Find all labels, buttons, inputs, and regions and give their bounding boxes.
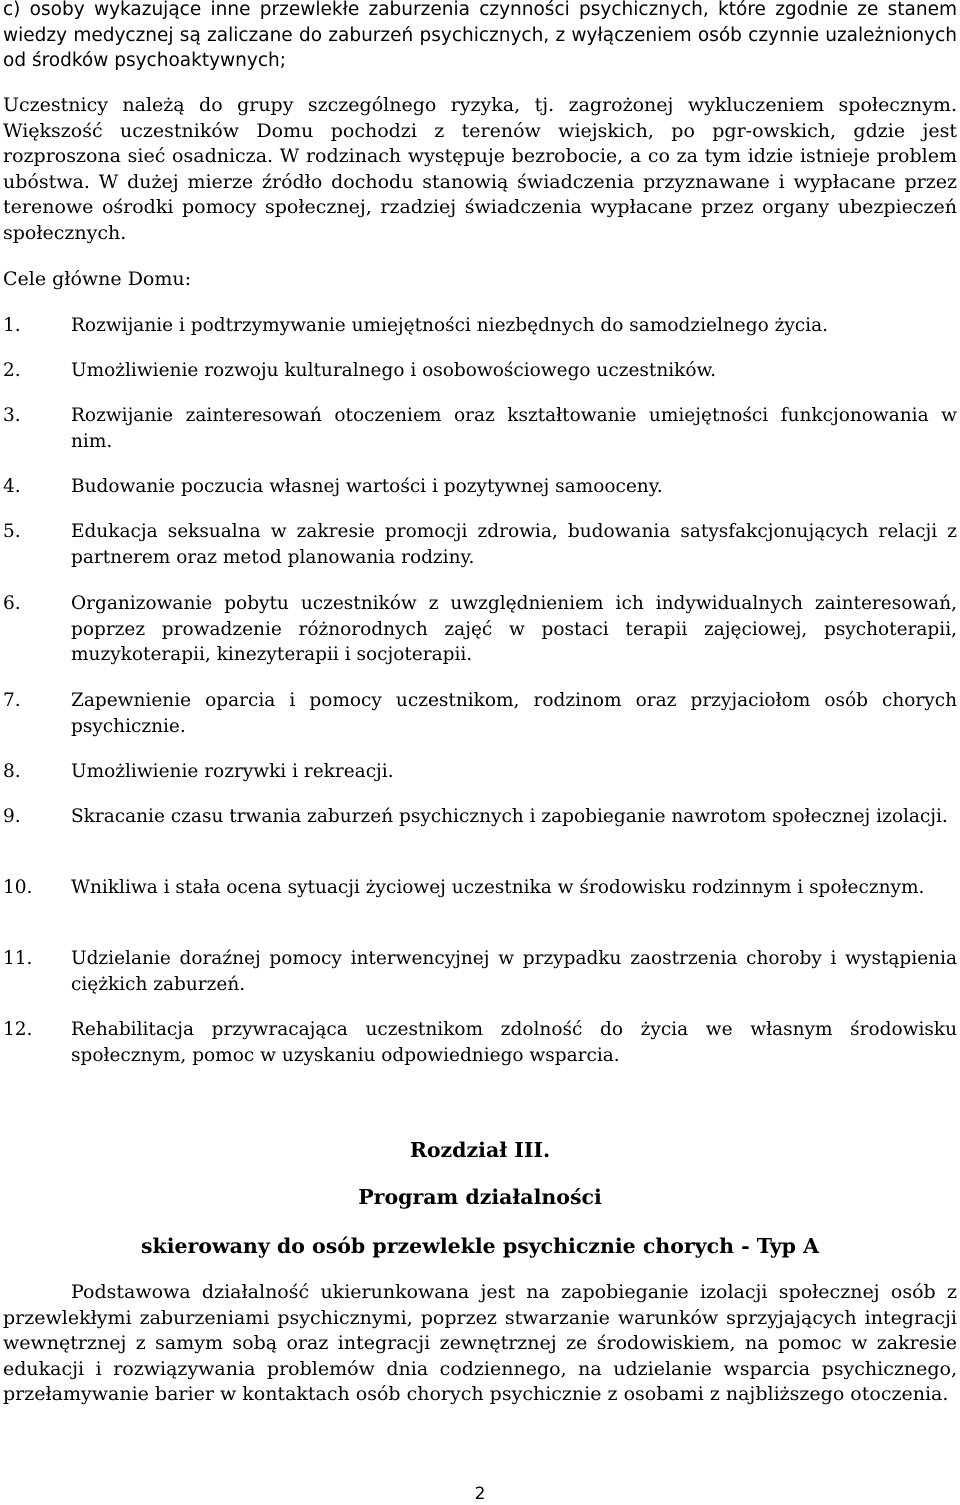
goal-number: 5.	[3, 521, 21, 542]
goal-text: Rozwijanie zainteresowań otoczeniem oraz kształtowanie umiejętności funkcjonowania w nim.	[71, 405, 957, 452]
goal-item	[3, 591, 957, 668]
goal-item	[3, 804, 957, 830]
goal-number: 10.	[3, 877, 33, 898]
program-paragraph: Podstawowa działalność ukierunkowana jest na zapobieganie izolacji społecznej osób z przewlekłymi zaburzeniami psychicznymi, poprzez stwarzanie warunków sprzyjających integracji wewnętrznej z samym sobą oraz integracji zewnętrznej ze środowiskiem, na pomoc w zakresie edukacji i rozwiązywania problemów dnia codziennego, na udzielanie wsparcia psychicznego, przełamywanie barier w kontaktach osób chorych psychicznie z osobami z najbliższego otoczenia.	[3, 1281, 957, 1405]
goal-text: Budowanie poczucia własnej wartości i pozytywnej samooceny.	[71, 476, 663, 497]
goal-number: 1.	[3, 315, 21, 336]
goal-text: Zapewnienie oparcia i pomocy uczestnikom, rodzinom oraz przyjaciołom osób chorych psychicznie.	[71, 690, 957, 737]
goal-text: Udzielanie doraźnej pomocy interwencyjnej w przypadku zaostrzenia choroby i wystąpienia ciężkich zaburzeń.	[71, 948, 957, 995]
goal-item	[3, 403, 957, 454]
chapter-title: Rozdział III.	[409, 1138, 551, 1162]
goal-text: Umożliwienie rozrywki i rekreacji.	[71, 761, 394, 782]
goal-item	[3, 759, 957, 785]
goal-item	[3, 1017, 957, 1068]
goal-text: Edukacja seksualna w zakresie promocji zdrowia, budowania satysfakcjonujących relacji z partnerem oraz metod planowania rodziny.	[71, 521, 957, 568]
intro-item-c: c) osoby wykazujące inne przewlekłe zaburzenia czynności psychicznych, które zgodnie ze stanem wiedzy medycznej są zaliczane do zaburzeń psychicznych, z wyłączeniem osób czynnie uzależnionych od środków psychoaktywnych;	[3, 0, 957, 71]
goal-item	[3, 313, 957, 339]
goal-number: 6.	[3, 593, 21, 614]
goal-item	[3, 946, 957, 997]
goal-number: 8.	[3, 761, 21, 782]
program-subtitle: skierowany do osób przewlekle psychicznie chorych - Typ A	[140, 1234, 820, 1258]
goal-number: 3.	[3, 405, 21, 426]
goal-item	[3, 519, 957, 570]
goal-number: 11.	[3, 948, 33, 969]
goal-number: 7.	[3, 690, 21, 711]
goal-item	[3, 688, 957, 739]
goal-text: Rehabilitacja przywracająca uczestnikom zdolność do życia we własnym środowisku społecznym, pomoc w uzyskaniu odpowiedniego wsparcia.	[71, 1019, 957, 1066]
goal-number: 9.	[3, 806, 21, 827]
goal-number: 4.	[3, 476, 21, 497]
goals-heading: Cele główne Domu:	[3, 268, 192, 290]
participants-paragraph: Uczestnicy należą do grupy szczególnego ryzyka, tj. zagrożonej wykluczeniem społecznym. Większość uczestników Domu pochodzi z terenów wiejskich, po pgr-owskich, gdzie jest rozproszona sieć osadnicza. W rodzinach występuje bezrobocie, a co za tym idzie istnieje problem ubóstwa. W dużej mierze źródło dochodu stanowią świadczenia przyznawane i wypłacane przez terenowe ośrodki pomocy społecznej, rzadziej świadczenia wypłacane przez organy ubezpieczeń społecznych.	[3, 94, 957, 244]
goal-text: Rozwijanie i podtrzymywanie umiejętności niezbędnych do samodzielnego życia.	[71, 315, 828, 336]
goal-text: Umożliwienie rozwoju kulturalnego i osobowościowego uczestników.	[71, 360, 717, 381]
goal-text: Organizowanie pobytu uczestników z uwzględnieniem ich indywidualnych zainteresowań, poprzez prowadzenie różnorodnych zajęć w postaci terapii zajęciowej, psychoterapii, muzykoterapii, kinezyterapii i socjoterapii.	[71, 593, 957, 665]
goal-number: 2.	[3, 360, 21, 381]
program-title: Program działalności	[358, 1185, 602, 1209]
goal-item	[3, 875, 957, 901]
page-number: 2	[474, 1484, 486, 1504]
goal-text: Skracanie czasu trwania zaburzeń psychicznych i zapobieganie nawrotom społecznej izolacji.	[71, 806, 948, 827]
goal-item	[3, 474, 957, 500]
goal-number: 12.	[3, 1019, 33, 1040]
goal-item	[3, 358, 957, 384]
goal-text: Wnikliwa i stała ocena sytuacji życiowej uczestnika w środowisku rodzinnym i społecznym.	[71, 877, 925, 898]
